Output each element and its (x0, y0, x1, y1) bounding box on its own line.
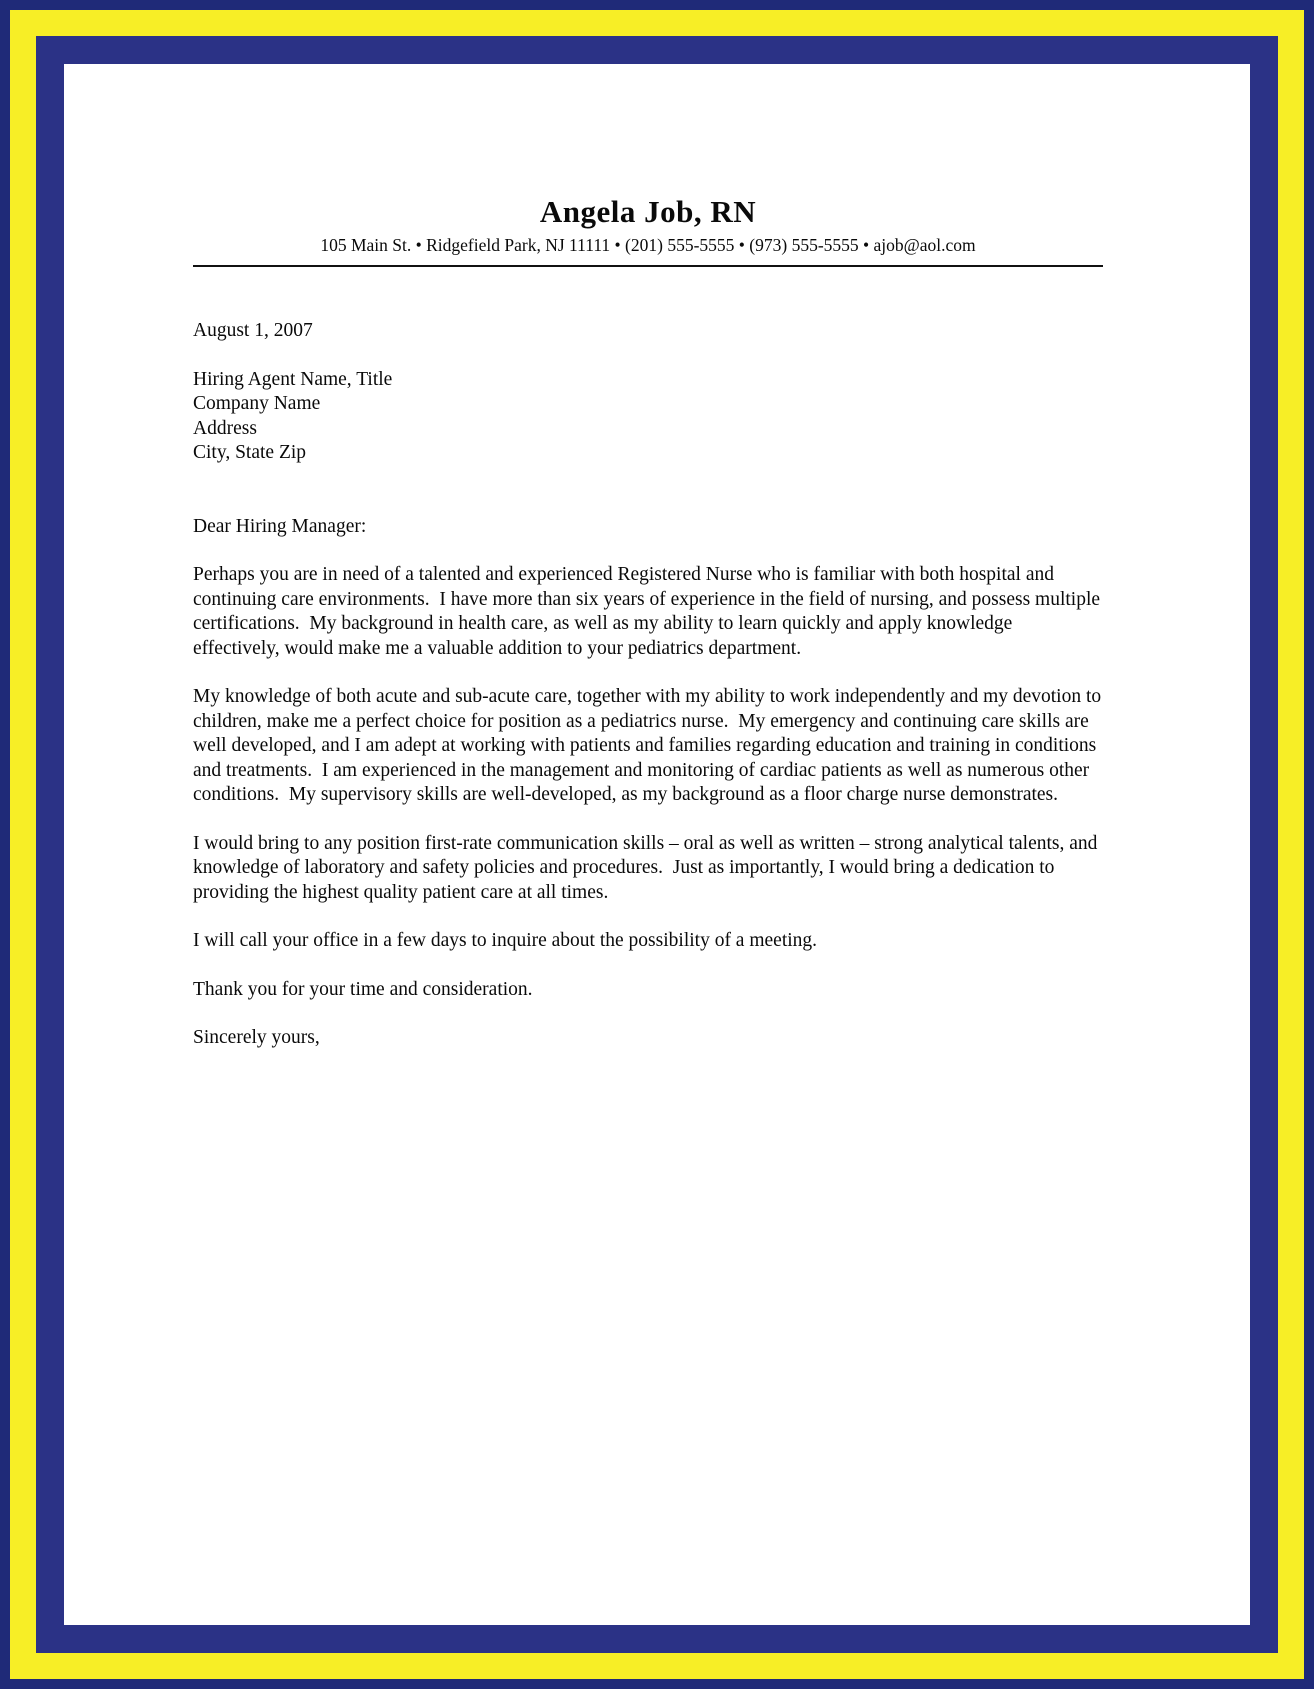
letter-page (64, 64, 1250, 1625)
letter-content (193, 64, 1107, 1051)
recipient-company: Company Name (193, 393, 321, 414)
recipient-block (193, 368, 1103, 466)
recipient-address: Address (193, 417, 257, 439)
salutation: Dear Hiring Manager: (193, 515, 367, 537)
letter-header (193, 194, 1103, 267)
inner-border-line (36, 36, 1278, 1653)
closing-line: Sincerely yours, (193, 1027, 320, 1048)
body-paragraph-4: I will call your office in a few days to inquire about the possibility of a meeting. (193, 930, 818, 951)
header-rule (193, 265, 1103, 267)
yellow-frame (10, 10, 1304, 1679)
sender-contact-line: 105 Main St. • Ridgefield Park, NJ 11111 • (201) 555-5555 • (973) 555-5555 • ajob@aol.com (320, 235, 976, 255)
body-paragraph-3: I would bring to any position first-rate communication skills – oral as well as written – strong analytical talents, and knowledge of laboratory and safety policies and procedures. Just as importantly, I would bring a dedication to providing the highest quality patient care at all times. (193, 832, 1103, 903)
thanks-line: Thank you for your time and consideration. (193, 978, 533, 1000)
sender-name: Angela Job, RN (539, 194, 757, 229)
recipient-name-title: Hiring Agent Name, Title (193, 368, 393, 390)
recipient-city-state-zip: City, State Zip (193, 442, 307, 463)
body-paragraph-2: My knowledge of both acute and sub-acute care, together with my ability to work independently and my devotion to children, make me a perfect choice for position as a pediatrics nurse. My emergency and continuing care skills are well developed, and I am adept at working with patients and families regarding education and training in conditions and treatments. I am experienced in the management and monitoring of cardiac patients as well as numerous other conditions. My supervisory skills are well-developed, as my background as a floor charge nurse demonstrates. (193, 686, 1107, 805)
date-line: August 1, 2007 (193, 320, 313, 341)
body-paragraph-1: Perhaps you are in need of a talented and experienced Registered Nurse who is familiar with both hospital and continuing care environments. I have more than six years of experience in the field of nursing, and possess multiple certifications. My background in health care, as well as my ability to learn quickly and apply knowledge effectively, would make me a valuable addition to your pediatrics department. (193, 564, 1105, 659)
